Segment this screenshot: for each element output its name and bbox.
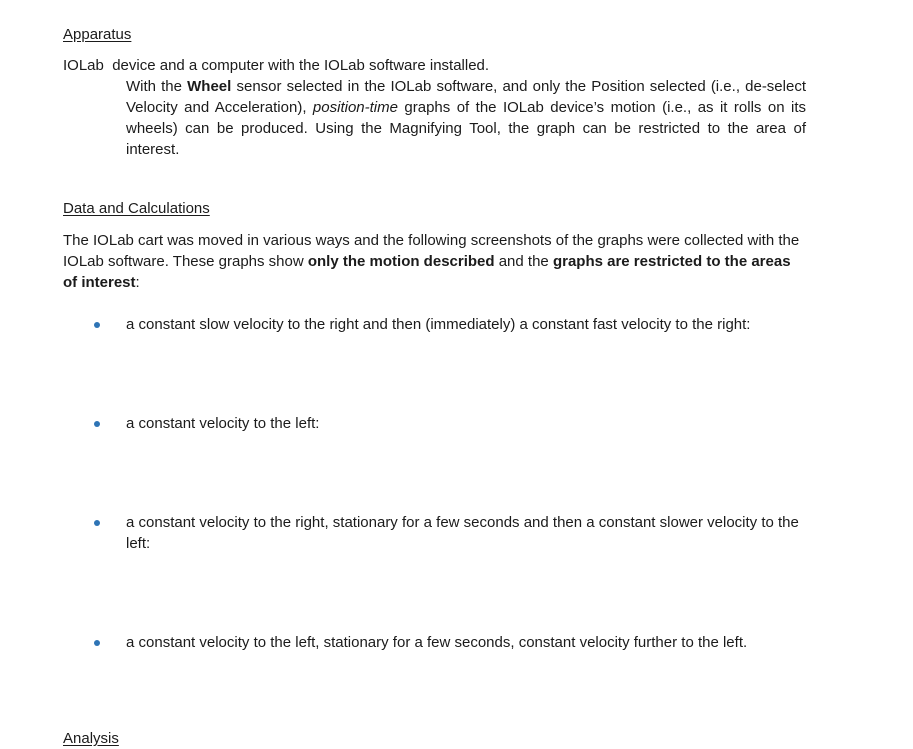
bullet-icon: [94, 640, 100, 646]
list-item-text: a constant velocity to the right, stationary for a few seconds and then a constant slower velocity to the left:: [126, 514, 799, 552]
analysis-heading: Analysis: [63, 730, 119, 747]
bullet-icon: [94, 520, 100, 526]
list-item-text: a constant velocity to the left:: [126, 415, 320, 432]
apparatus-detail-text-3: graphs of the IOLab device’s motion (i.e., as it rolls on its wheels) can be produced. Using the Magnifying Tool, the graph can be restricted to the area of interest.: [126, 99, 806, 158]
apparatus-heading: Apparatus: [63, 26, 132, 43]
apparatus-detail-text-1: With the: [126, 78, 188, 95]
data-calculations-paragraph: [63, 230, 803, 293]
apparatus-detail: [126, 76, 806, 160]
list-item-text: a constant velocity to the left, stationary for a few seconds, constant velocity further to the left.: [126, 634, 748, 651]
data-para-text-3: :: [135, 274, 140, 291]
list-item-text: a constant slow velocity to the right and then (immediately) a constant fast velocity to the right:: [126, 316, 751, 333]
data-para-bold-1: only the motion described: [307, 253, 495, 270]
wheel-bold: Wheel: [187, 78, 232, 95]
data-para-text-2: and the: [494, 253, 553, 270]
apparatus-intro: IOLab device and a computer with the IOLab software installed.: [63, 57, 490, 74]
bullet-icon: [94, 322, 100, 328]
apparatus-detail-text-2: sensor selected in the IOLab software, and only the Position selected (i.e., de-select Velocity and Acceleration),: [126, 78, 806, 116]
data-calculations-heading: Data and Calculations: [63, 200, 210, 217]
data-para-bold-2: graphs are restricted to the areas of interest: [63, 253, 791, 291]
bullet-icon: [94, 421, 100, 427]
position-time-italic: position-time: [312, 99, 398, 116]
data-para-text-1: The IOLab cart was moved in various ways and the following screenshots of the graphs were collected with the IOLab software. These graphs show: [63, 232, 800, 270]
